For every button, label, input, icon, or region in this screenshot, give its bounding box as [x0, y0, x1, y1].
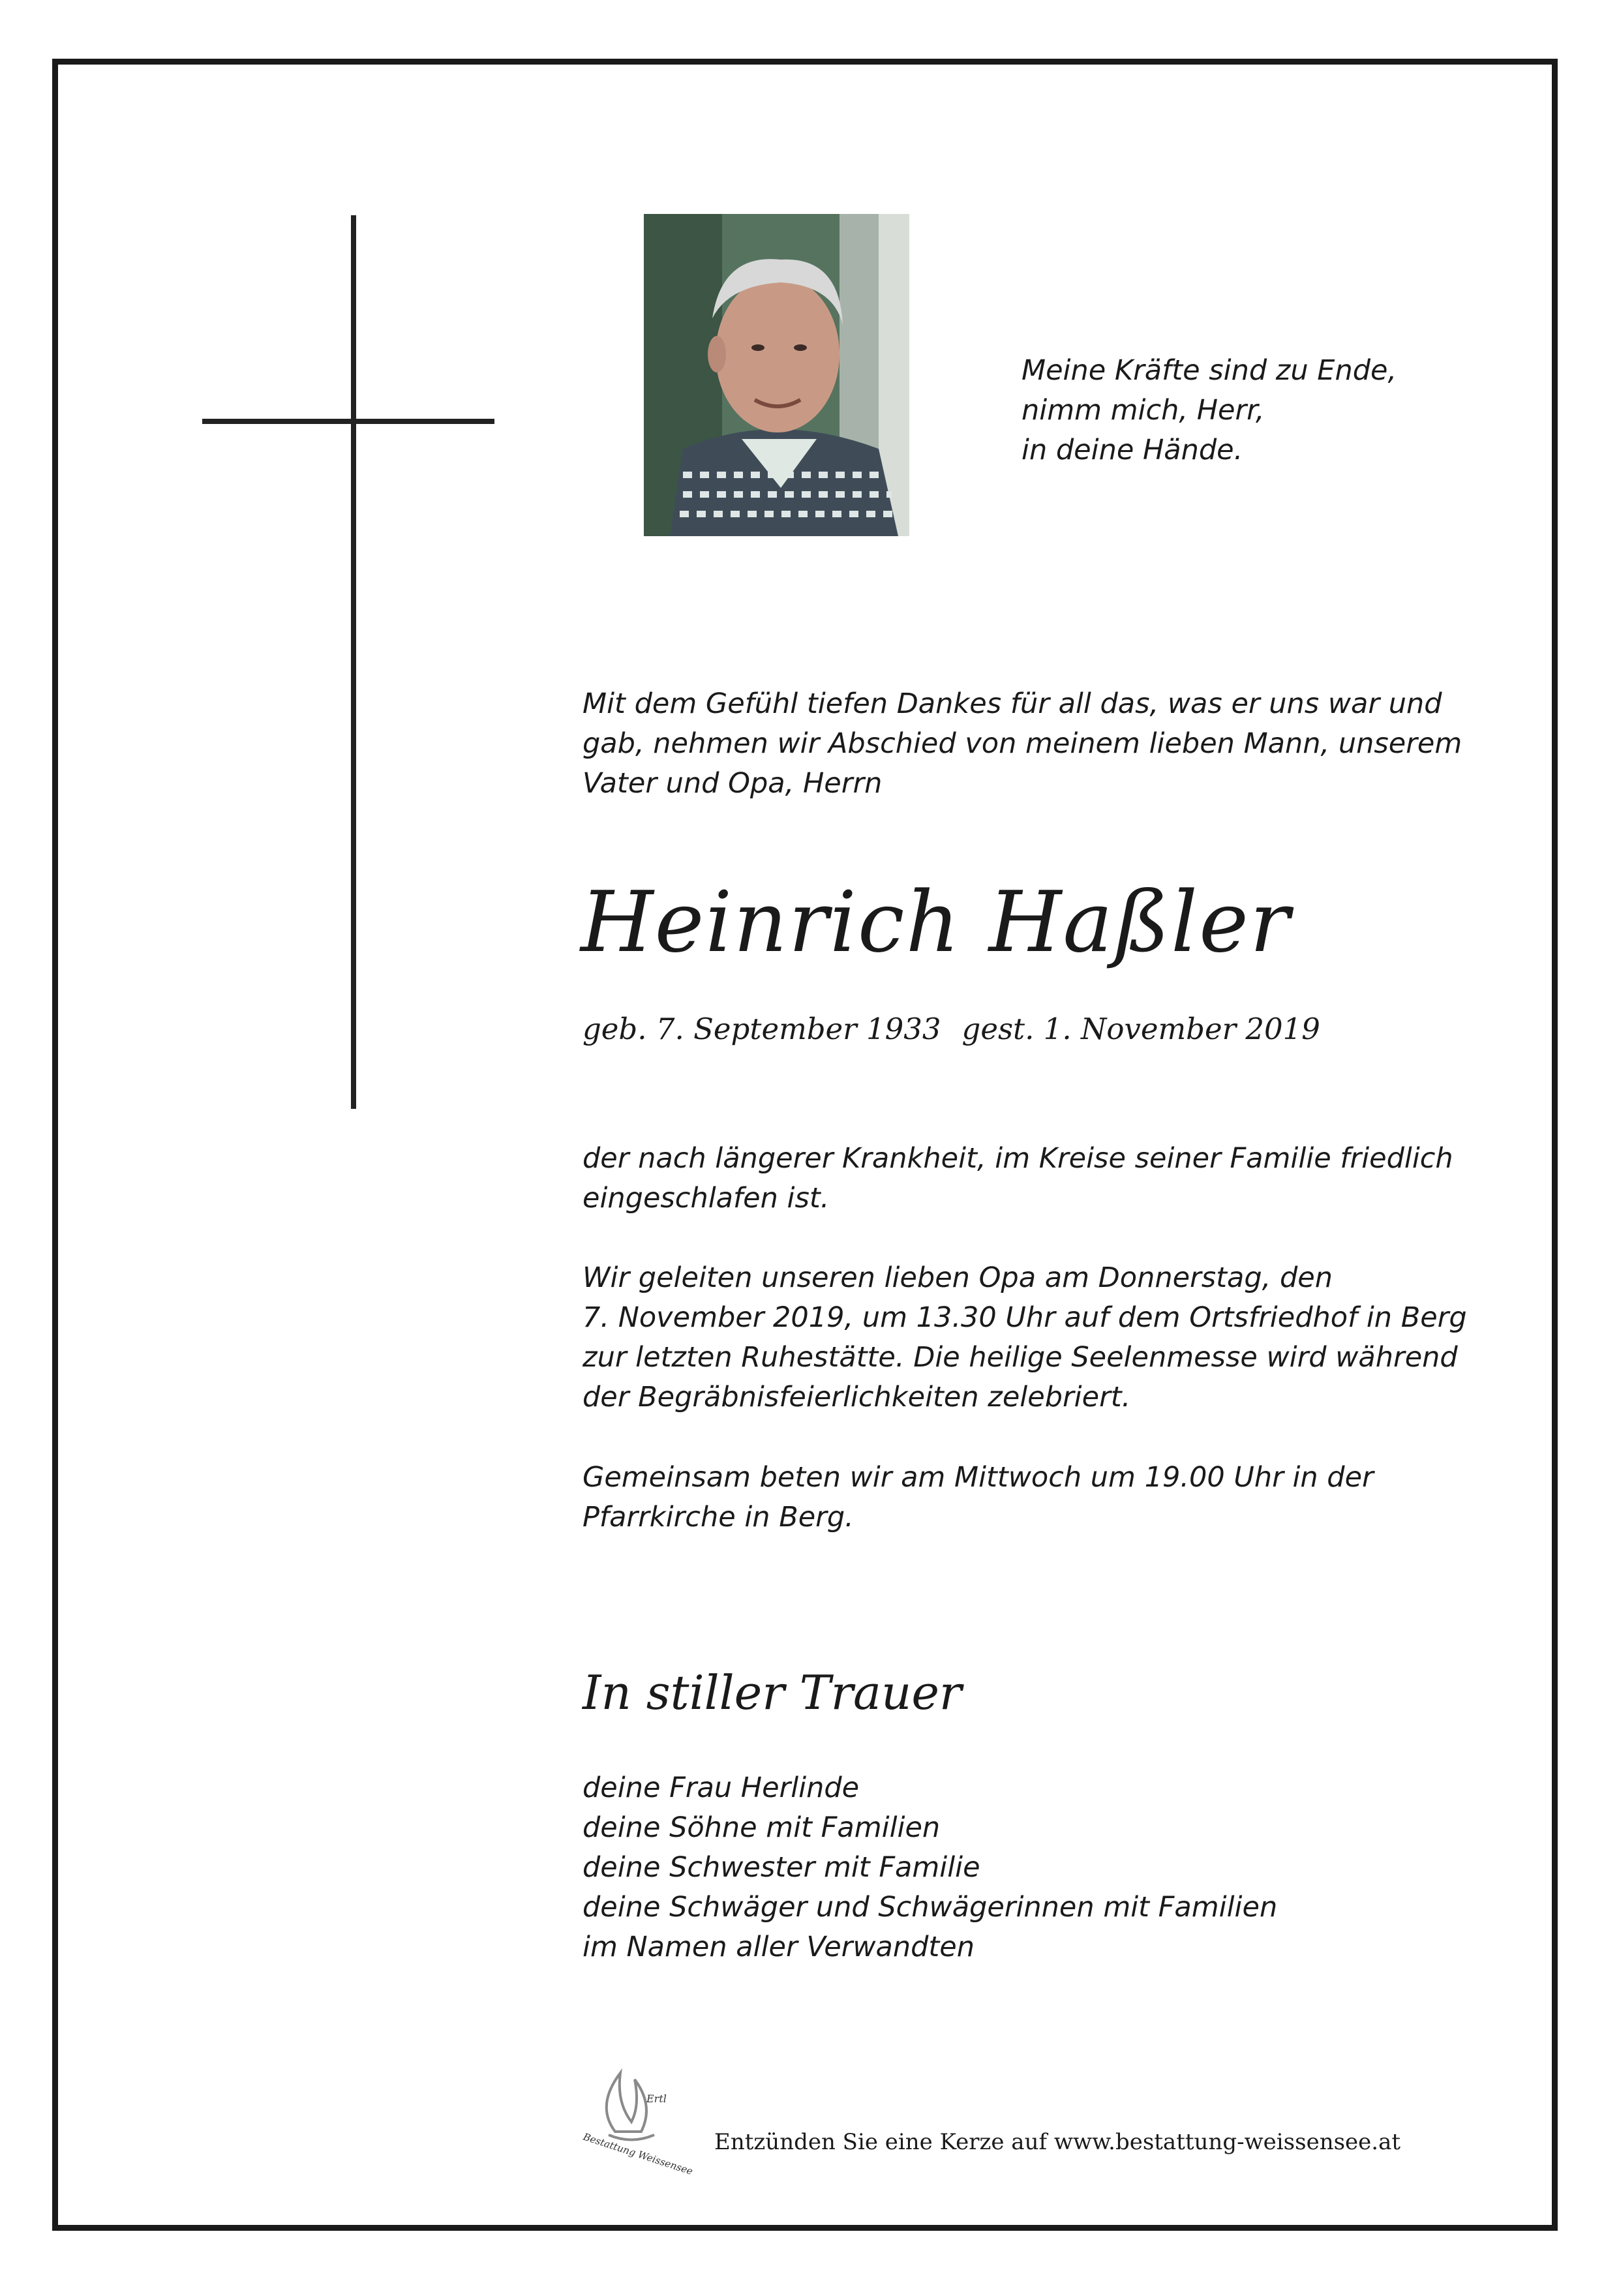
- intro-line: Vater und Opa, Herrn: [583, 767, 883, 800]
- prayer-line: Gemeinsam beten wir am Mittwoch um 19.00 Uhr in der: [583, 1461, 1374, 1494]
- passing-line: der nach längerer Krankheit, im Kreise seiner Familie friedlich: [583, 1142, 1453, 1175]
- portrait-photo: [644, 214, 909, 536]
- mourner-item: deine Frau Herlinde: [583, 1772, 860, 1804]
- cross-horizontal-bar: [202, 419, 494, 424]
- verse-line: nimm mich, Herr,: [1021, 394, 1265, 427]
- funeral-line: zur letzten Ruhestätte. Die heilige Seelenmesse wird während: [583, 1341, 1458, 1374]
- mourner-item: deine Schwester mit Familie: [583, 1851, 980, 1884]
- verse-line: Meine Kräfte sind zu Ende,: [1021, 354, 1397, 387]
- mourning-heading: In stiller Trauer: [583, 1665, 962, 1720]
- logo-top-text: Ertl: [646, 2092, 667, 2105]
- life-dates: [583, 1010, 1320, 1049]
- funeral-line: Wir geleiten unseren lieben Opa am Donnerstag, den: [583, 1261, 1333, 1294]
- mourners-list: [583, 1768, 1483, 1967]
- bible-verse: [1021, 351, 1413, 470]
- candle-flame-logo-icon: [569, 2066, 695, 2178]
- intro-paragraph: [583, 684, 1483, 804]
- intro-line: Mit dem Gefühl tiefen Dankes für all das, was er uns war und: [583, 687, 1442, 720]
- funeral-paragraph: [583, 1258, 1483, 1417]
- death-date: gest. 1. November 2019: [961, 1012, 1320, 1046]
- verse-line: in deine Hände.: [1021, 434, 1243, 466]
- cross-vertical-bar: [351, 215, 356, 1109]
- mourner-item: im Namen aller Verwandten: [583, 1931, 975, 1963]
- deceased-name: Heinrich Haßler: [581, 874, 1291, 971]
- portrait-illustration: [644, 214, 909, 536]
- mourner-item: deine Söhne mit Familien: [583, 1811, 941, 1844]
- passing-line: eingeschlafen ist.: [583, 1182, 830, 1215]
- footer-link-text[interactable]: Entzünden Sie eine Kerze auf www.bestattung-weissensee.at: [714, 2129, 1401, 2155]
- prayer-line: Pfarrkirche in Berg.: [583, 1501, 854, 1533]
- prayer-paragraph: [583, 1458, 1483, 1537]
- passing-paragraph: [583, 1139, 1483, 1218]
- funeral-line: der Begräbnisfeierlichkeiten zelebriert.: [583, 1381, 1131, 1413]
- birth-date: geb. 7. September 1933: [583, 1012, 941, 1046]
- logo-graphic: [569, 2066, 695, 2178]
- logo-name-text: Bestattung Weissensee: [581, 2130, 695, 2178]
- mourner-item: deine Schwäger und Schwägerinnen mit Familien: [583, 1891, 1278, 1924]
- funeral-line: 7. November 2019, um 13.30 Uhr auf dem Ortsfriedhof in Berg: [583, 1301, 1467, 1334]
- intro-line: gab, nehmen wir Abschied von meinem lieben Mann, unserem: [583, 727, 1462, 760]
